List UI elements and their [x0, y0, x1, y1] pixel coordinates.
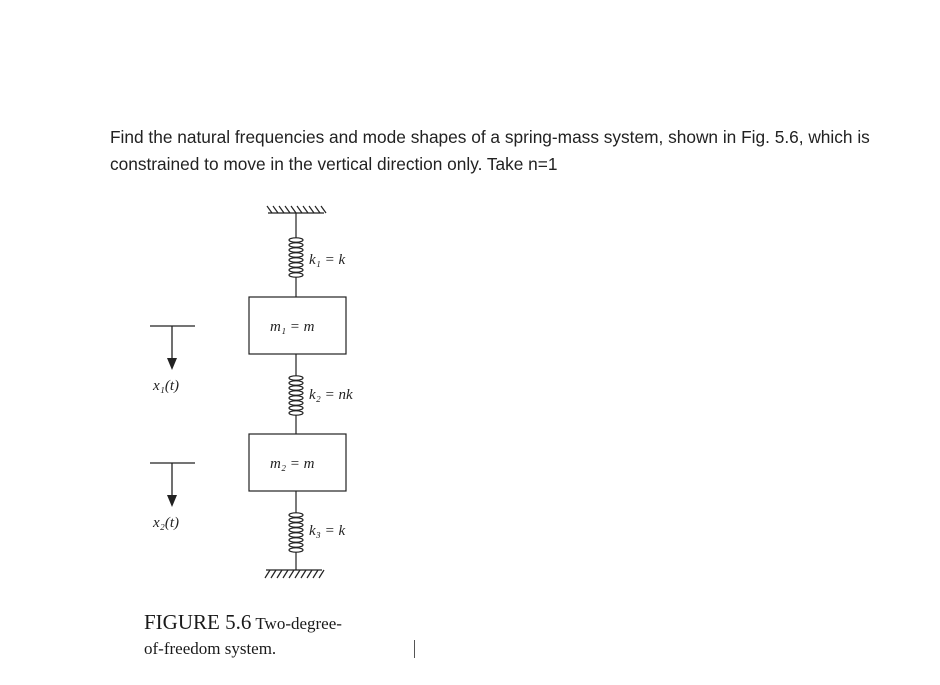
x1-label: x₁(t): [153, 378, 180, 394]
spring-2-label: k₂ = nk: [309, 387, 353, 403]
figure-description-2: of-freedom system.: [144, 639, 277, 658]
x2-arrow: [150, 463, 195, 507]
problem-line-2: constrained to move in the vertical direction only. Take n=1: [110, 154, 558, 174]
spring-2: [289, 354, 303, 434]
mass-1-label: m₁ = m: [270, 319, 315, 335]
text-cursor: [414, 640, 415, 658]
spring-3: [289, 491, 303, 570]
x1-arrow: [150, 326, 195, 370]
x2-label: x₂(t): [153, 515, 180, 531]
problem-line-1: Find the natural frequencies and mode shapes of a spring-mass system, shown in Fig. 5.6, which is: [110, 127, 870, 147]
figure-number: FIGURE 5.6: [144, 610, 252, 634]
figure-description-1: Two-degree-: [255, 614, 342, 633]
mass-2-label: m₂ = m: [270, 456, 315, 472]
spring-1-label: k₁ = k: [309, 252, 346, 268]
spring-3-label: k₃ = k: [309, 523, 346, 539]
top-ground: [267, 206, 326, 238]
figure-caption: [144, 610, 342, 661]
spring-1: [289, 238, 303, 297]
bottom-ground: [265, 570, 324, 578]
